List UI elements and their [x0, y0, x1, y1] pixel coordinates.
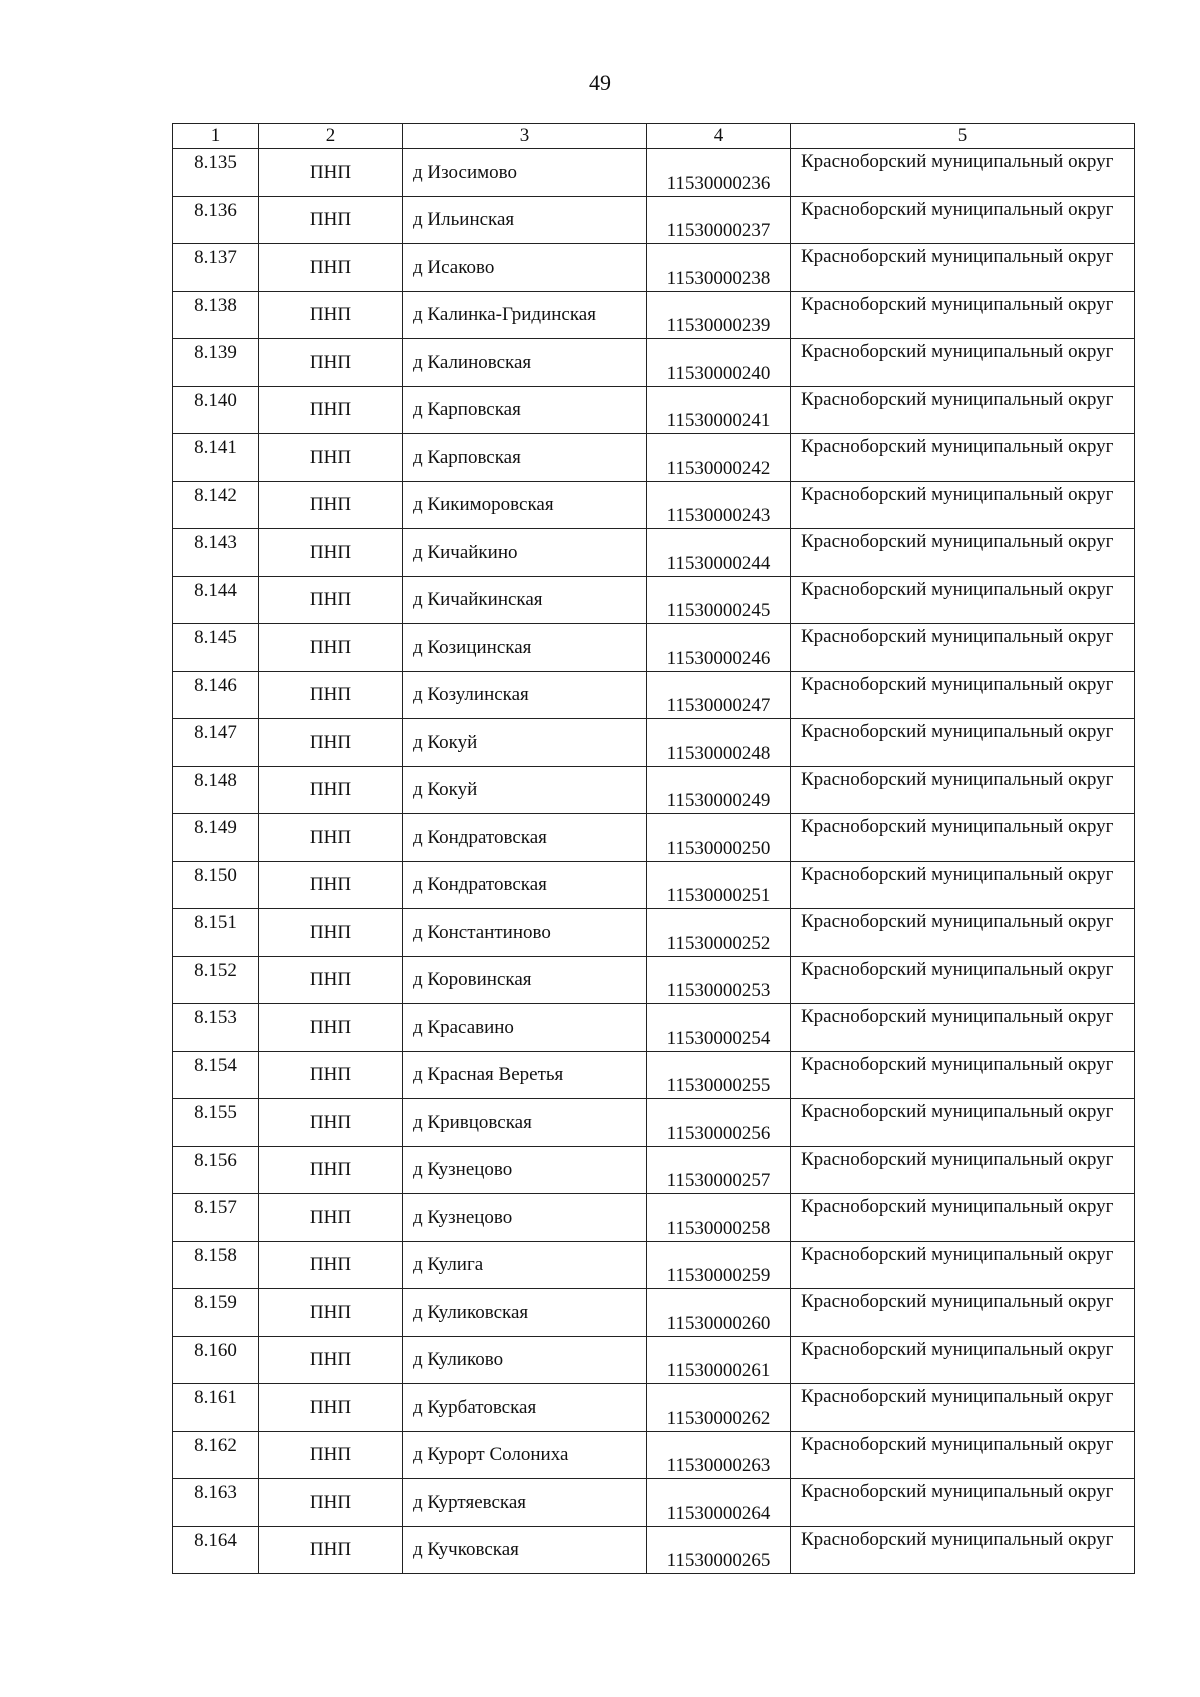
settlement-name-cell: д Кузнецово: [403, 1146, 647, 1194]
settlement-name-cell: д Красная Веретья: [403, 1051, 647, 1099]
type-cell: ПНП: [259, 1051, 403, 1099]
settlement-name-cell: д Калиновская: [403, 339, 647, 387]
row-number-cell: 8.144: [173, 576, 259, 624]
code-cell: 11530000257: [647, 1146, 791, 1194]
settlement-name-cell: д Кучковская: [403, 1526, 647, 1574]
type-cell: ПНП: [259, 149, 403, 197]
table-row: [173, 814, 1135, 862]
code-cell: 11530000238: [647, 244, 791, 292]
district-cell: Красноборский муниципальный округ: [791, 1336, 1135, 1384]
settlement-name-cell: д Куликовская: [403, 1289, 647, 1337]
row-number-cell: 8.158: [173, 1241, 259, 1289]
table-row: [173, 1336, 1135, 1384]
settlement-name-cell: д Кикиморовская: [403, 481, 647, 529]
row-number-cell: 8.154: [173, 1051, 259, 1099]
table-row: [173, 1526, 1135, 1574]
district-cell: Красноборский муниципальный округ: [791, 1384, 1135, 1432]
code-cell: 11530000237: [647, 196, 791, 244]
row-number-cell: 8.139: [173, 339, 259, 387]
table-body: [173, 149, 1135, 1574]
settlement-name-cell: д Константиново: [403, 909, 647, 957]
settlement-name-cell: д Куликово: [403, 1336, 647, 1384]
code-cell: 11530000246: [647, 624, 791, 672]
type-cell: ПНП: [259, 1146, 403, 1194]
district-cell: Красноборский муниципальный округ: [791, 244, 1135, 292]
type-cell: ПНП: [259, 291, 403, 339]
header-row: [173, 124, 1135, 149]
district-cell: Красноборский муниципальный округ: [791, 1241, 1135, 1289]
type-cell: ПНП: [259, 1384, 403, 1432]
row-number-cell: 8.136: [173, 196, 259, 244]
district-cell: Красноборский муниципальный округ: [791, 291, 1135, 339]
district-cell: Красноборский муниципальный округ: [791, 1004, 1135, 1052]
code-cell: 11530000236: [647, 149, 791, 197]
row-number-cell: 8.162: [173, 1431, 259, 1479]
district-cell: Красноборский муниципальный округ: [791, 1194, 1135, 1242]
settlements-table: [172, 123, 1135, 1574]
code-cell: 11530000249: [647, 766, 791, 814]
row-number-cell: 8.152: [173, 956, 259, 1004]
table-row: [173, 861, 1135, 909]
code-cell: 11530000265: [647, 1526, 791, 1574]
code-cell: 11530000248: [647, 719, 791, 767]
district-cell: Красноборский муниципальный округ: [791, 766, 1135, 814]
code-cell: 11530000259: [647, 1241, 791, 1289]
type-cell: ПНП: [259, 1431, 403, 1479]
code-cell: 11530000247: [647, 671, 791, 719]
district-cell: Красноборский муниципальный округ: [791, 481, 1135, 529]
row-number-cell: 8.145: [173, 624, 259, 672]
district-cell: Красноборский муниципальный округ: [791, 434, 1135, 482]
table-row: [173, 196, 1135, 244]
type-cell: ПНП: [259, 196, 403, 244]
row-number-cell: 8.161: [173, 1384, 259, 1432]
type-cell: ПНП: [259, 1004, 403, 1052]
row-number-cell: 8.160: [173, 1336, 259, 1384]
type-cell: ПНП: [259, 481, 403, 529]
type-cell: ПНП: [259, 909, 403, 957]
settlement-name-cell: д Козулинская: [403, 671, 647, 719]
type-cell: ПНП: [259, 1479, 403, 1527]
table-row: [173, 1289, 1135, 1337]
type-cell: ПНП: [259, 671, 403, 719]
settlement-name-cell: д Карповская: [403, 434, 647, 482]
code-cell: 11530000256: [647, 1099, 791, 1147]
row-number-cell: 8.143: [173, 529, 259, 577]
type-cell: ПНП: [259, 814, 403, 862]
table-row: [173, 909, 1135, 957]
code-cell: 11530000250: [647, 814, 791, 862]
settlement-name-cell: д Изосимово: [403, 149, 647, 197]
table-row: [173, 576, 1135, 624]
type-cell: ПНП: [259, 956, 403, 1004]
code-cell: 11530000260: [647, 1289, 791, 1337]
table-row: [173, 1194, 1135, 1242]
type-cell: ПНП: [259, 434, 403, 482]
type-cell: ПНП: [259, 339, 403, 387]
table-row: [173, 481, 1135, 529]
code-cell: 11530000245: [647, 576, 791, 624]
type-cell: ПНП: [259, 386, 403, 434]
settlement-name-cell: д Курорт Солониха: [403, 1431, 647, 1479]
settlement-name-cell: д Кичайкино: [403, 529, 647, 577]
table-row: [173, 434, 1135, 482]
table-row: [173, 1146, 1135, 1194]
type-cell: ПНП: [259, 624, 403, 672]
row-number-cell: 8.148: [173, 766, 259, 814]
table-row: [173, 291, 1135, 339]
type-cell: ПНП: [259, 766, 403, 814]
type-cell: ПНП: [259, 1289, 403, 1337]
row-number-cell: 8.164: [173, 1526, 259, 1574]
district-cell: Красноборский муниципальный округ: [791, 956, 1135, 1004]
code-cell: 11530000262: [647, 1384, 791, 1432]
district-cell: Красноборский муниципальный округ: [791, 576, 1135, 624]
row-number-cell: 8.153: [173, 1004, 259, 1052]
district-cell: Красноборский муниципальный округ: [791, 1431, 1135, 1479]
settlement-name-cell: д Кривцовская: [403, 1099, 647, 1147]
code-cell: 11530000239: [647, 291, 791, 339]
type-cell: ПНП: [259, 576, 403, 624]
settlement-name-cell: д Красавино: [403, 1004, 647, 1052]
district-cell: Красноборский муниципальный округ: [791, 529, 1135, 577]
code-cell: 11530000252: [647, 909, 791, 957]
row-number-cell: 8.146: [173, 671, 259, 719]
settlement-name-cell: д Коровинская: [403, 956, 647, 1004]
column-header-1: 1: [173, 124, 259, 149]
district-cell: Красноборский муниципальный округ: [791, 386, 1135, 434]
district-cell: Красноборский муниципальный округ: [791, 1289, 1135, 1337]
table-row: [173, 671, 1135, 719]
code-cell: 11530000255: [647, 1051, 791, 1099]
code-cell: 11530000253: [647, 956, 791, 1004]
column-header-4: 4: [647, 124, 791, 149]
row-number-cell: 8.159: [173, 1289, 259, 1337]
code-cell: 11530000263: [647, 1431, 791, 1479]
row-number-cell: 8.135: [173, 149, 259, 197]
row-number-cell: 8.140: [173, 386, 259, 434]
district-cell: Красноборский муниципальный округ: [791, 719, 1135, 767]
settlement-name-cell: д Исаково: [403, 244, 647, 292]
row-number-cell: 8.151: [173, 909, 259, 957]
district-cell: Красноборский муниципальный округ: [791, 1526, 1135, 1574]
type-cell: ПНП: [259, 1194, 403, 1242]
type-cell: ПНП: [259, 529, 403, 577]
settlement-name-cell: д Кондратовская: [403, 814, 647, 862]
table-row: [173, 1384, 1135, 1432]
district-cell: Красноборский муниципальный округ: [791, 149, 1135, 197]
district-cell: Красноборский муниципальный округ: [791, 624, 1135, 672]
row-number-cell: 8.155: [173, 1099, 259, 1147]
row-number-cell: 8.163: [173, 1479, 259, 1527]
table-row: [173, 1479, 1135, 1527]
row-number-cell: 8.150: [173, 861, 259, 909]
table-row: [173, 244, 1135, 292]
settlement-name-cell: д Кондратовская: [403, 861, 647, 909]
settlement-name-cell: д Курбатовская: [403, 1384, 647, 1432]
page-number: 49: [589, 70, 611, 95]
type-cell: ПНП: [259, 1099, 403, 1147]
table-row: [173, 529, 1135, 577]
code-cell: 11530000242: [647, 434, 791, 482]
district-cell: Красноборский муниципальный округ: [791, 1479, 1135, 1527]
code-cell: 11530000251: [647, 861, 791, 909]
settlement-name-cell: д Козицинская: [403, 624, 647, 672]
row-number-cell: 8.138: [173, 291, 259, 339]
code-cell: 11530000244: [647, 529, 791, 577]
settlement-name-cell: д Кокуй: [403, 719, 647, 767]
code-cell: 11530000261: [647, 1336, 791, 1384]
row-number-cell: 8.157: [173, 1194, 259, 1242]
code-cell: 11530000243: [647, 481, 791, 529]
district-cell: Красноборский муниципальный округ: [791, 1099, 1135, 1147]
table-row: [173, 386, 1135, 434]
type-cell: ПНП: [259, 244, 403, 292]
district-cell: Красноборский муниципальный округ: [791, 196, 1135, 244]
district-cell: Красноборский муниципальный округ: [791, 861, 1135, 909]
district-cell: Красноборский муниципальный округ: [791, 1146, 1135, 1194]
table-row: [173, 956, 1135, 1004]
settlement-name-cell: д Кокуй: [403, 766, 647, 814]
settlement-name-cell: д Кузнецово: [403, 1194, 647, 1242]
table-row: [173, 1004, 1135, 1052]
settlement-name-cell: д Кулига: [403, 1241, 647, 1289]
settlement-name-cell: д Кичайкинская: [403, 576, 647, 624]
district-cell: Красноборский муниципальный округ: [791, 814, 1135, 862]
table-row: [173, 766, 1135, 814]
code-cell: 11530000254: [647, 1004, 791, 1052]
type-cell: ПНП: [259, 1526, 403, 1574]
row-number-cell: 8.137: [173, 244, 259, 292]
column-header-2: 2: [259, 124, 403, 149]
district-cell: Красноборский муниципальный округ: [791, 1051, 1135, 1099]
row-number-cell: 8.147: [173, 719, 259, 767]
district-cell: Красноборский муниципальный округ: [791, 671, 1135, 719]
district-cell: Красноборский муниципальный округ: [791, 339, 1135, 387]
code-cell: 11530000241: [647, 386, 791, 434]
settlement-name-cell: д Карповская: [403, 386, 647, 434]
code-cell: 11530000264: [647, 1479, 791, 1527]
column-header-5: 5: [791, 124, 1135, 149]
column-header-3: 3: [403, 124, 647, 149]
table-row: [173, 1431, 1135, 1479]
type-cell: ПНП: [259, 719, 403, 767]
district-cell: Красноборский муниципальный округ: [791, 909, 1135, 957]
settlement-name-cell: д Калинка-Гридинская: [403, 291, 647, 339]
type-cell: ПНП: [259, 861, 403, 909]
row-number-cell: 8.149: [173, 814, 259, 862]
table-row: [173, 624, 1135, 672]
row-number-cell: 8.142: [173, 481, 259, 529]
table-row: [173, 719, 1135, 767]
row-number-cell: 8.141: [173, 434, 259, 482]
table-row: [173, 1051, 1135, 1099]
table-row: [173, 1099, 1135, 1147]
table-row: [173, 1241, 1135, 1289]
settlement-name-cell: д Куртяевская: [403, 1479, 647, 1527]
type-cell: ПНП: [259, 1241, 403, 1289]
settlement-name-cell: д Ильинская: [403, 196, 647, 244]
row-number-cell: 8.156: [173, 1146, 259, 1194]
table-row: [173, 149, 1135, 197]
code-cell: 11530000258: [647, 1194, 791, 1242]
type-cell: ПНП: [259, 1336, 403, 1384]
table-row: [173, 339, 1135, 387]
code-cell: 11530000240: [647, 339, 791, 387]
